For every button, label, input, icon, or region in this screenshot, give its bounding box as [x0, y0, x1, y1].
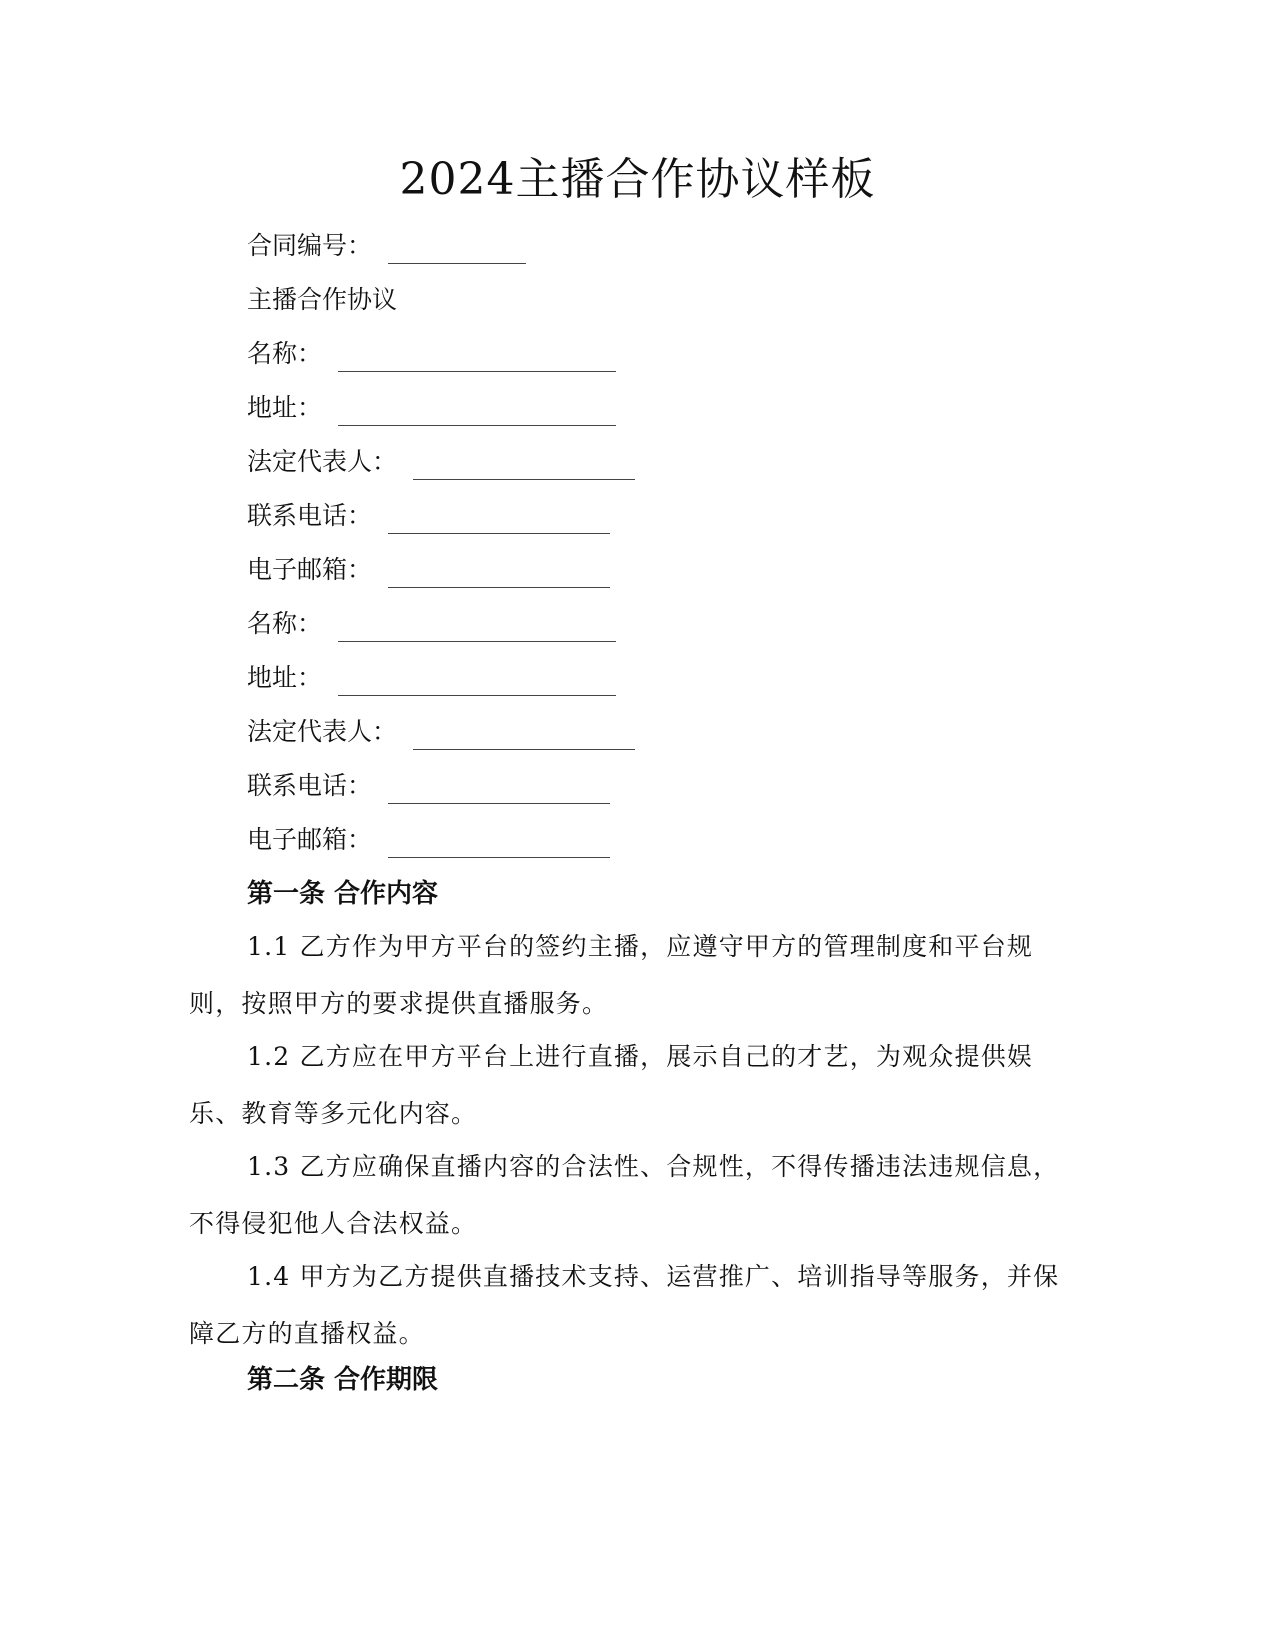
party-a-name-field [247, 336, 616, 372]
party-a-phone-label: 联系电话： [247, 501, 373, 530]
party-a-email-label: 电子邮箱： [247, 555, 373, 584]
party-b-legal-rep-blank[interactable] [413, 721, 635, 750]
clause-1-1: 1.1 乙方作为甲方平台的签约主播，应遵守甲方的管理制度和平台规则，按照甲方的要求提供直播服务。 [189, 932, 1034, 1018]
party-b-name-blank[interactable] [338, 613, 616, 642]
section-heading-cooperation-content: 第一条 合作内容 [247, 879, 439, 909]
clause-1-4: 1.4 甲方为乙方提供直播技术支持、运营推广、培训指导等服务，并保障乙方的直播权益。 [189, 1262, 1060, 1348]
clause-1-3: 1.3 乙方应确保直播内容的合法性、合规性，不得传播违法违规信息，不得侵犯他人合法权益。 [189, 1152, 1060, 1238]
party-a-legal-rep-blank[interactable] [413, 451, 635, 480]
contract-number-label: 合同编号： [247, 231, 373, 260]
party-b-phone-field [247, 768, 610, 804]
party-b-address-label: 地址： [247, 663, 323, 692]
party-a-address-field [247, 390, 616, 426]
contract-number-blank[interactable] [388, 235, 526, 264]
party-a-phone-blank[interactable] [388, 505, 610, 534]
party-b-email-label: 电子邮箱： [247, 825, 373, 854]
party-a-address-blank[interactable] [338, 397, 616, 426]
party-b-name-label: 名称： [247, 609, 323, 638]
party-b-phone-label: 联系电话： [247, 771, 373, 800]
party-b-email-field [247, 822, 610, 858]
party-b-phone-blank[interactable] [388, 775, 610, 804]
party-b-name-field [247, 606, 616, 642]
agreement-subtitle: 主播合作协议 [247, 285, 398, 314]
party-a-phone-field [247, 498, 610, 534]
party-a-name-blank[interactable] [338, 343, 616, 372]
section-heading-cooperation-term: 第二条 合作期限 [247, 1365, 439, 1395]
party-a-address-label: 地址： [247, 393, 323, 422]
party-b-legal-rep-label: 法定代表人： [247, 717, 398, 746]
party-a-legal-rep-field [247, 444, 635, 480]
party-a-name-label: 名称： [247, 339, 323, 368]
party-b-email-blank[interactable] [388, 829, 610, 858]
party-a-email-blank[interactable] [388, 559, 610, 588]
clause-1-2: 1.2 乙方应在甲方平台上进行直播，展示自己的才艺，为观众提供娱乐、教育等多元化内容。 [189, 1042, 1034, 1128]
party-a-legal-rep-label: 法定代表人： [247, 447, 398, 476]
contract-number-field [247, 228, 526, 264]
document-title: 2024主播合作协议样板 [399, 154, 876, 205]
party-b-address-field [247, 660, 616, 696]
party-b-address-blank[interactable] [338, 667, 616, 696]
party-b-legal-rep-field [247, 714, 635, 750]
party-a-email-field [247, 552, 610, 588]
